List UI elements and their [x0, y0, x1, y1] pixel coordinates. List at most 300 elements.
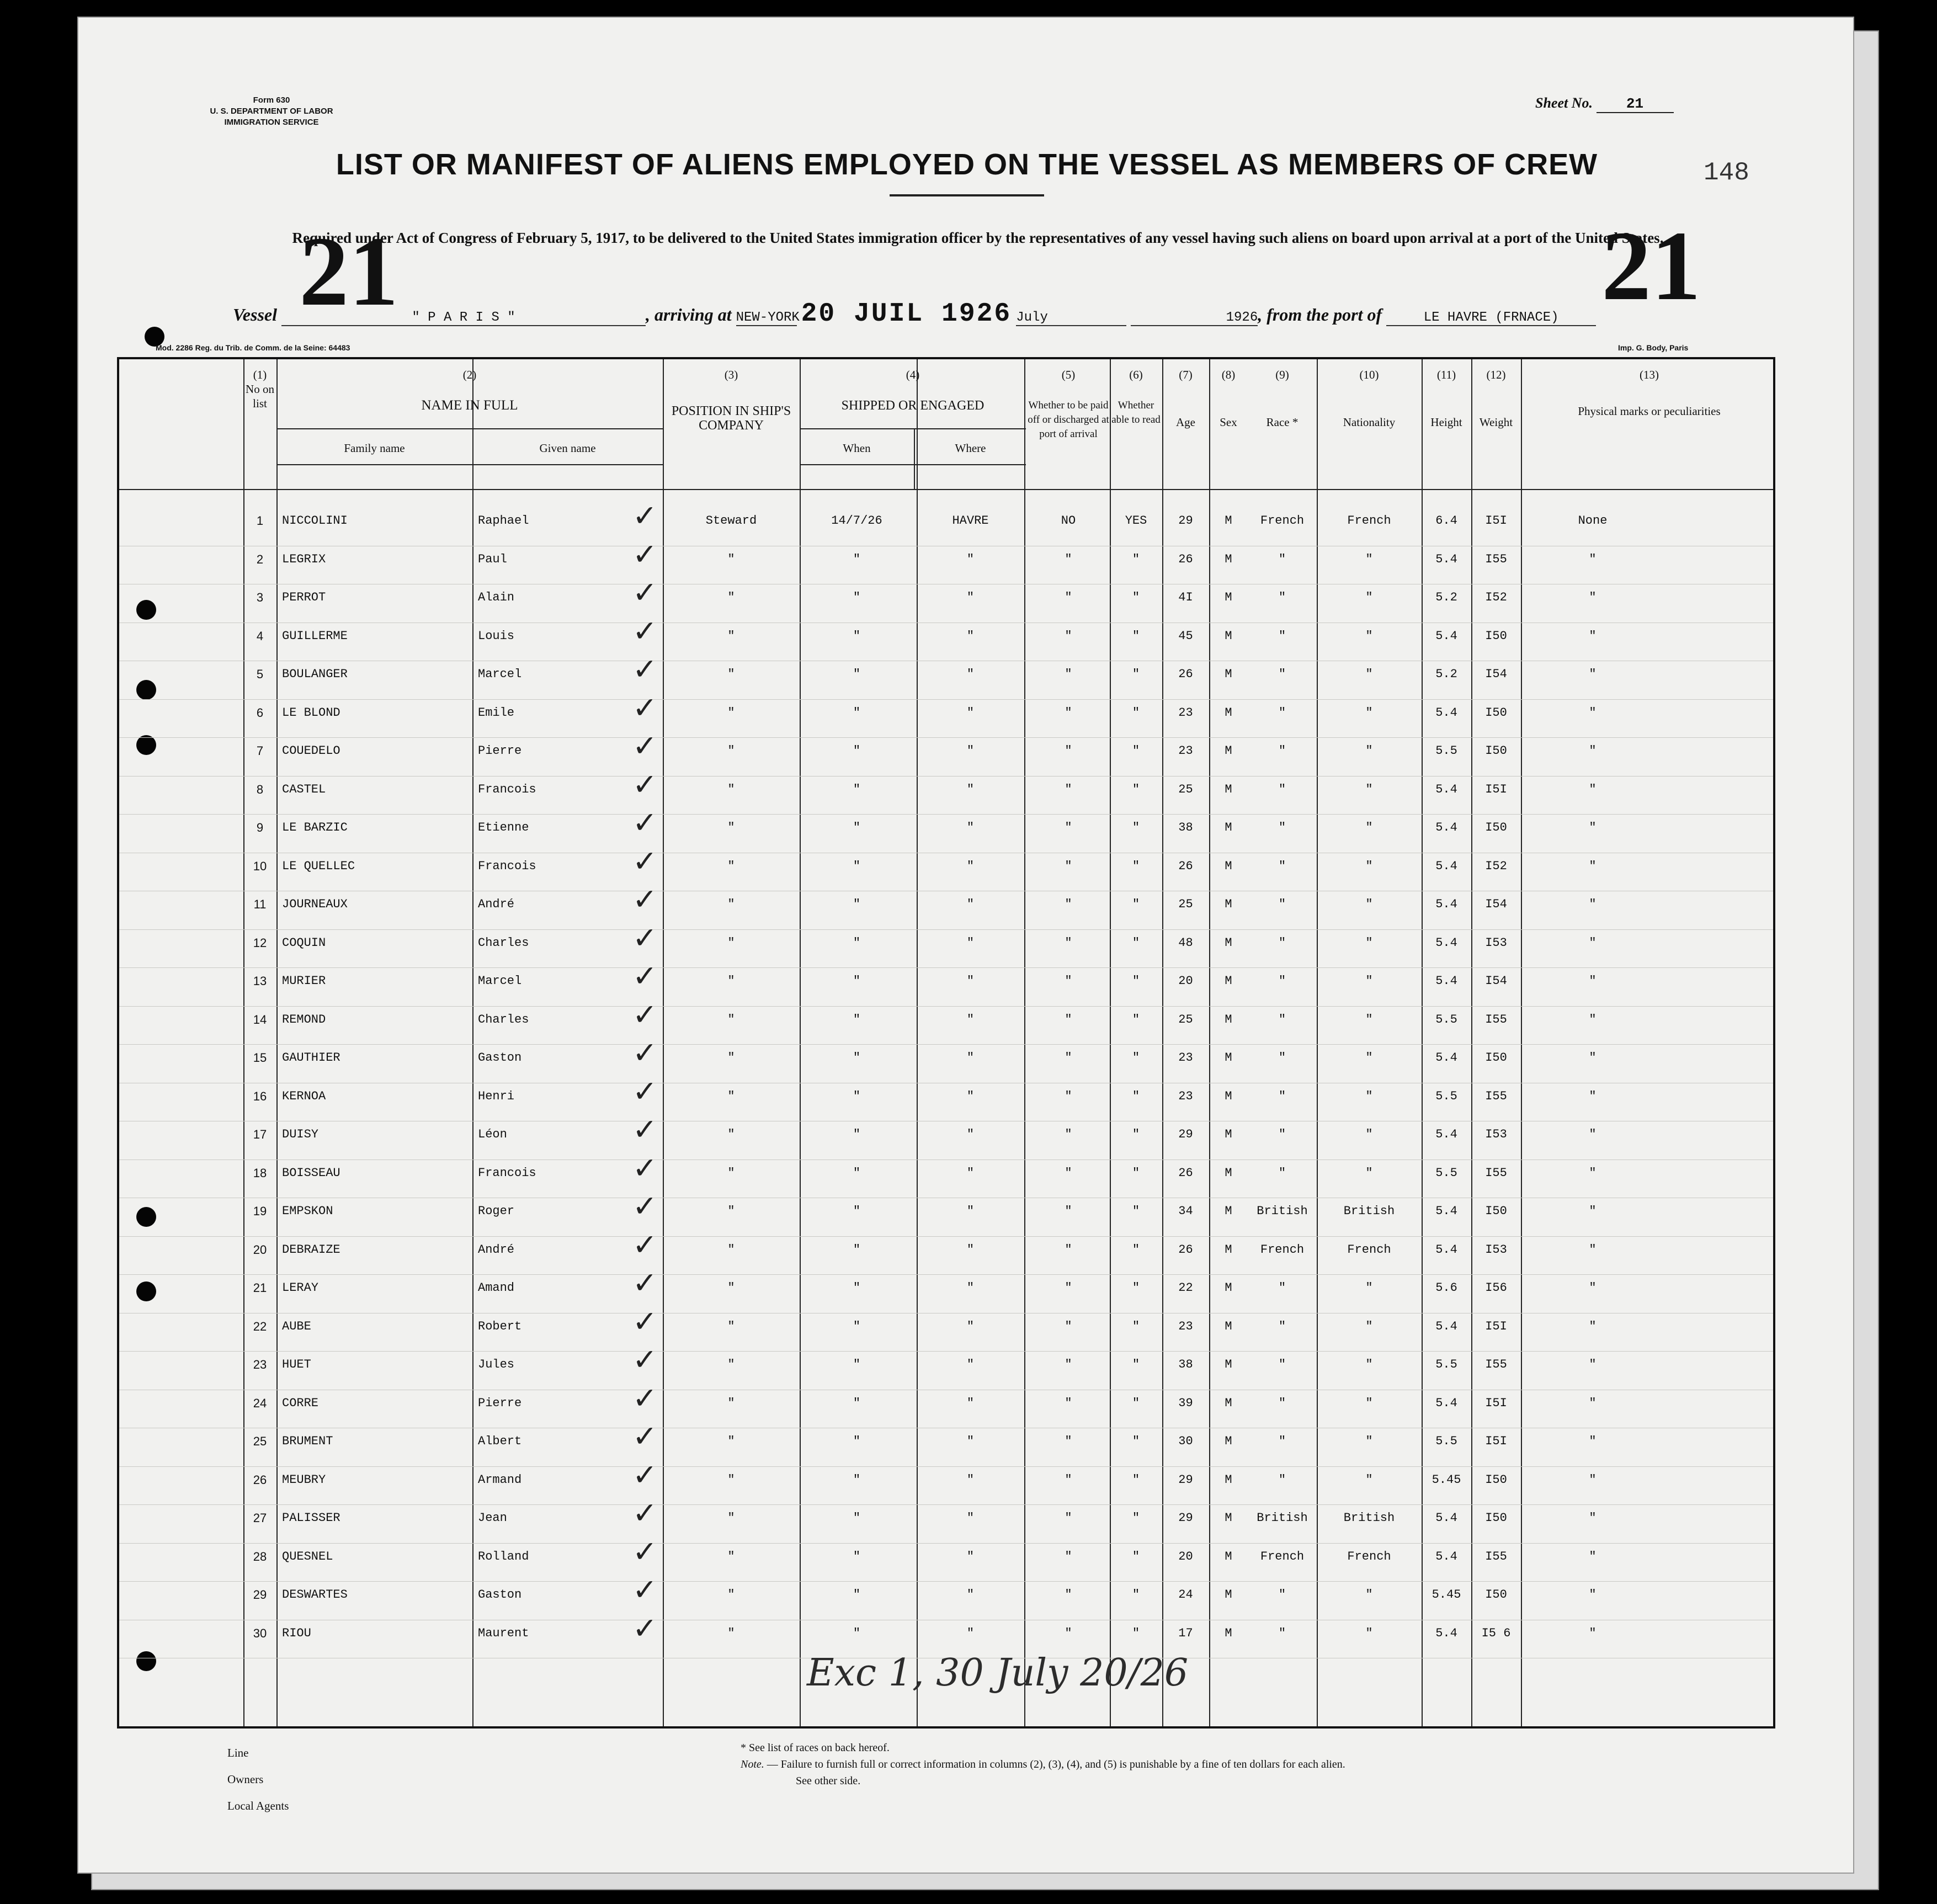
row-number-cell: 16: [253, 1089, 267, 1103]
engaged-when-cell: ": [853, 1319, 861, 1333]
weight-cell: I53: [1485, 1242, 1507, 1257]
row-number-cell: 10: [253, 859, 267, 873]
sex-cell: M: [1225, 1166, 1232, 1180]
row-rule: [119, 1274, 1773, 1275]
row-number-cell: 29: [253, 1588, 267, 1602]
position-cell: ": [727, 1626, 735, 1640]
height-cell: 5.4: [1435, 897, 1457, 911]
race-cell: ": [1278, 897, 1286, 911]
arrival-date-stamp: 20 JUIL 1926: [801, 299, 1012, 329]
engaged-where-cell: ": [966, 705, 975, 720]
engaged-when-cell: ": [853, 859, 861, 873]
position-cell: ": [727, 744, 735, 758]
position-cell: ": [727, 859, 735, 873]
col12-number: (12): [1486, 368, 1506, 381]
paid-off-cell: ": [1065, 1242, 1072, 1257]
physical-marks-cell: ": [1589, 1396, 1597, 1410]
sex-cell: M: [1225, 667, 1232, 681]
race-cell: ": [1278, 629, 1286, 643]
age-cell: 20: [1178, 974, 1193, 988]
family-name-cell: RIOU: [282, 1626, 311, 1640]
age-cell: 25: [1178, 897, 1193, 911]
engaged-where-cell: ": [966, 667, 975, 681]
able-to-read-cell: ": [1132, 552, 1140, 566]
row-number-cell: 8: [256, 782, 264, 796]
row-number-cell: 30: [253, 1626, 267, 1640]
able-to-read-cell: ": [1132, 782, 1140, 796]
row-rule: [119, 967, 1773, 968]
row-number-cell: 11: [253, 897, 267, 911]
weight-cell: I5I: [1485, 1396, 1507, 1410]
weight-cell: I55: [1485, 1358, 1507, 1371]
nationality-cell: ": [1365, 552, 1373, 566]
given-name-cell: Henri: [478, 1089, 515, 1103]
engaged-where-cell: ": [966, 1166, 975, 1180]
position-cell: ": [727, 821, 735, 834]
weight-cell: I53: [1485, 1127, 1507, 1141]
age-cell: 29: [1178, 1472, 1193, 1487]
height-cell: 6.4: [1435, 514, 1457, 528]
height-cell: 5.4: [1435, 1051, 1457, 1065]
paid-off-cell: ": [1065, 1472, 1072, 1487]
family-name-cell: REMOND: [282, 1012, 326, 1027]
height-cell: 5.45: [1432, 1472, 1461, 1487]
engaged-where-cell: ": [966, 897, 975, 911]
col2-family-header: Family name: [344, 442, 405, 455]
col3-header: POSITION IN SHIP'S COMPANY: [671, 404, 791, 433]
nationality-cell: ": [1365, 1626, 1373, 1640]
height-cell: 5.4: [1435, 1204, 1457, 1218]
able-to-read-cell: ": [1132, 1281, 1140, 1295]
table-row: [119, 1035, 1773, 1084]
physical-marks-cell: ": [1589, 1127, 1597, 1141]
position-cell: ": [727, 897, 735, 911]
weight-cell: I50: [1485, 629, 1507, 643]
age-cell: 29: [1178, 514, 1193, 528]
local-agents-label: Local Agents: [227, 1799, 289, 1812]
sex-cell: M: [1225, 1588, 1232, 1602]
position-cell: ": [727, 1472, 735, 1487]
check-mark: ✓: [632, 1534, 658, 1569]
paid-off-cell: ": [1065, 1089, 1072, 1103]
row-rule: [119, 737, 1773, 738]
sex-cell: M: [1225, 629, 1232, 643]
given-name-cell: Etienne: [478, 821, 529, 834]
nationality-cell: ": [1365, 897, 1373, 911]
sex-cell: M: [1225, 1549, 1232, 1563]
weight-cell: I52: [1485, 591, 1507, 604]
model-registration: Mod. 2286 Reg. du Trib. de Comm. de la Seine: 64483: [156, 343, 350, 352]
race-cell: British: [1257, 1511, 1308, 1525]
height-cell: 5.4: [1435, 782, 1457, 796]
engaged-when-cell: ": [853, 744, 861, 758]
race-cell: ": [1278, 1166, 1286, 1180]
nationality-cell: French: [1347, 1242, 1391, 1257]
table-row: [119, 1457, 1773, 1506]
table-row: [119, 843, 1773, 892]
given-name-cell: Pierre: [478, 744, 522, 758]
nationality-cell: ": [1365, 1396, 1373, 1410]
sex-cell: M: [1225, 552, 1232, 566]
check-mark: ✓: [632, 690, 658, 725]
age-cell: 48: [1178, 935, 1193, 950]
physical-marks-cell: ": [1589, 1434, 1597, 1448]
age-cell: 30: [1178, 1434, 1193, 1448]
given-name-cell: Alain: [478, 591, 515, 604]
height-cell: 5.4: [1435, 974, 1457, 988]
family-name-cell: GAUTHIER: [282, 1051, 340, 1065]
sheet-label: Sheet No.: [1535, 95, 1593, 111]
sex-cell: M: [1225, 1434, 1232, 1448]
col6-number: (6): [1129, 368, 1143, 381]
engaged-where-cell: ": [966, 552, 975, 566]
position-cell: ": [727, 1511, 735, 1525]
paid-off-cell: ": [1065, 1281, 1072, 1295]
large-sheet-number-left: 21: [299, 216, 398, 326]
col2-number: (2): [462, 368, 477, 381]
table-row: [119, 1419, 1773, 1467]
row-number-cell: 20: [253, 1242, 267, 1257]
given-name-cell: Gaston: [478, 1051, 522, 1065]
check-mark: ✓: [632, 1073, 658, 1109]
physical-marks-cell: ": [1589, 705, 1597, 720]
physical-marks-cell: ": [1589, 1588, 1597, 1602]
check-mark: ✓: [632, 1150, 658, 1185]
given-name-cell: Albert: [478, 1434, 522, 1448]
position-cell: ": [727, 1051, 735, 1065]
row-number-cell: 21: [253, 1281, 267, 1295]
given-name-cell: André: [478, 1242, 515, 1257]
paid-off-cell: ": [1065, 782, 1072, 796]
race-cell: ": [1278, 1588, 1286, 1602]
weight-cell: I5I: [1485, 514, 1507, 528]
position-cell: ": [727, 1242, 735, 1257]
department-name: U. S. DEPARTMENT OF LABOR: [210, 107, 333, 116]
row-number-cell: 4: [256, 629, 264, 643]
age-cell: 23: [1178, 705, 1193, 720]
footer-notes: [741, 1740, 1345, 1789]
check-mark: ✓: [632, 575, 658, 610]
engaged-when-cell: ": [853, 935, 861, 950]
given-name-cell: Paul: [478, 552, 507, 566]
family-name-cell: JOURNEAUX: [282, 897, 348, 911]
position-cell: ": [727, 1358, 735, 1371]
table-row: [119, 1189, 1773, 1237]
col10-number: (10): [1359, 368, 1379, 381]
table-row: [119, 690, 1773, 739]
given-name-cell: Louis: [478, 629, 515, 643]
weight-cell: I50: [1485, 821, 1507, 834]
row-number-cell: 3: [256, 591, 264, 604]
sex-cell: M: [1225, 1472, 1232, 1487]
engaged-when-cell: ": [853, 1358, 861, 1371]
sex-cell: M: [1225, 1319, 1232, 1333]
given-name-cell: Charles: [478, 935, 529, 950]
see-other-side: See other side.: [796, 1775, 861, 1787]
race-cell: ": [1278, 1434, 1286, 1448]
age-cell: 20: [1178, 1549, 1193, 1563]
age-cell: 23: [1178, 1051, 1193, 1065]
position-cell: ": [727, 1588, 735, 1602]
row-number-cell: 19: [253, 1204, 267, 1218]
able-to-read-cell: ": [1132, 744, 1140, 758]
paid-off-cell: ": [1065, 1434, 1072, 1448]
check-mark: ✓: [632, 613, 658, 648]
table-row: [119, 1227, 1773, 1276]
nationality-cell: ": [1365, 974, 1373, 988]
age-cell: 38: [1178, 1358, 1193, 1371]
age-cell: 29: [1178, 1127, 1193, 1141]
engaged-where-cell: ": [966, 1511, 975, 1525]
table-row: [119, 920, 1773, 969]
engaged-when-cell: ": [853, 1511, 861, 1525]
nationality-cell: French: [1347, 514, 1391, 528]
physical-marks-cell: ": [1589, 552, 1597, 566]
height-cell: 5.5: [1435, 1358, 1457, 1371]
row-number-cell: 2: [256, 552, 264, 566]
able-to-read-cell: ": [1132, 1319, 1140, 1333]
table-row: [119, 1112, 1773, 1161]
race-cell: ": [1278, 821, 1286, 834]
row-rule: [119, 814, 1773, 815]
nationality-cell: ": [1365, 935, 1373, 950]
sex-cell: M: [1225, 1511, 1232, 1525]
age-cell: 25: [1178, 1012, 1193, 1027]
nationality-cell: ": [1365, 1089, 1373, 1103]
position-cell: ": [727, 974, 735, 988]
check-mark: ✓: [632, 843, 658, 879]
engaged-where-cell: ": [966, 1204, 975, 1218]
paid-off-cell: ": [1065, 1204, 1072, 1218]
penalty-note: — Failure to furnish full or correct information in columns (2), (3), (4), and (5) is punishable by a fine of ten dollars for each alien.: [767, 1758, 1345, 1770]
age-cell: 26: [1178, 552, 1193, 566]
row-number-cell: 9: [256, 821, 264, 834]
row-rule: [119, 1466, 1773, 1467]
col7-header: Age: [1176, 416, 1195, 429]
sex-cell: M: [1225, 974, 1232, 988]
row-rule: [119, 1543, 1773, 1544]
sheet-value: 21: [1597, 95, 1674, 113]
engaged-where-cell: ": [966, 1396, 975, 1410]
row-number-cell: 24: [253, 1396, 267, 1410]
position-cell: ": [727, 1089, 735, 1103]
table-row: [119, 575, 1773, 624]
check-mark: ✓: [632, 1189, 658, 1224]
able-to-read-cell: ": [1132, 1242, 1140, 1257]
family-name-cell: COQUIN: [282, 935, 326, 950]
physical-marks-cell: ": [1589, 859, 1597, 873]
row-rule: [119, 1351, 1773, 1352]
family-name-cell: KERNOA: [282, 1089, 326, 1103]
arriving-label: , arriving at: [646, 305, 732, 325]
age-cell: 23: [1178, 1089, 1193, 1103]
col4-number: (4): [906, 368, 920, 381]
family-name-cell: BOULANGER: [282, 667, 348, 681]
nationality-cell: ": [1365, 1127, 1373, 1141]
engaged-where-cell: ": [966, 1472, 975, 1487]
given-name-cell: Emile: [478, 705, 515, 720]
given-name-cell: Maurent: [478, 1626, 529, 1640]
arrival-port: NEW-YORK: [736, 310, 800, 325]
given-name-cell: Marcel: [478, 667, 522, 681]
row-number-cell: 5: [256, 667, 264, 681]
table-row: [119, 1265, 1773, 1314]
row-number-cell: 23: [253, 1358, 267, 1371]
weight-cell: I50: [1485, 1511, 1507, 1525]
legal-requirement-text: Required under Act of Congress of February 5, 1917, to be delivered to the United States immigration officer by the representatives of any vessel having such aliens on board upon arrival at a port of the United States.: [292, 230, 1664, 246]
nationality-cell: ": [1365, 782, 1373, 796]
footer-fields: [227, 1740, 289, 1819]
col4-header: SHIPPED OR ENGAGED: [841, 398, 985, 413]
given-name-cell: Francois: [478, 859, 536, 873]
given-name-cell: Francois: [478, 782, 536, 796]
age-cell: 26: [1178, 1166, 1193, 1180]
engaged-when-cell: ": [853, 629, 861, 643]
age-cell: 23: [1178, 1319, 1193, 1333]
position-cell: ": [727, 591, 735, 604]
col10-header: Nationality: [1343, 416, 1396, 429]
table-row: [119, 882, 1773, 930]
given-name-cell: Marcel: [478, 974, 522, 988]
engaged-where-cell: ": [966, 1434, 975, 1448]
engaged-where-cell: ": [966, 1089, 975, 1103]
age-cell: 24: [1178, 1588, 1193, 1602]
nationality-cell: ": [1365, 744, 1373, 758]
row-rule: [119, 1006, 1773, 1007]
able-to-read-cell: ": [1132, 1626, 1140, 1640]
row-number-cell: 15: [253, 1051, 267, 1065]
check-mark: ✓: [632, 1342, 658, 1377]
race-cell: ": [1278, 1012, 1286, 1027]
position-cell: ": [727, 1396, 735, 1410]
col2-given-header: Given name: [539, 442, 596, 455]
table-row: [119, 498, 1773, 547]
weight-cell: I53: [1485, 935, 1507, 950]
family-name-cell: DESWARTES: [282, 1588, 348, 1602]
row-number-cell: 7: [256, 744, 264, 758]
height-cell: 5.5: [1435, 1166, 1457, 1180]
table-row: [119, 536, 1773, 586]
form-identifier: [189, 95, 354, 128]
row-number-cell: 6: [256, 705, 264, 720]
sex-cell: M: [1225, 1012, 1232, 1027]
paid-off-cell: ": [1065, 974, 1072, 988]
check-mark: ✓: [632, 1457, 658, 1492]
col12-header: Weight: [1479, 416, 1513, 429]
form-number: Form 630: [253, 95, 290, 105]
race-cell: ": [1278, 552, 1286, 566]
engaged-where-cell: ": [966, 1319, 975, 1333]
nationality-cell: ": [1365, 821, 1373, 834]
physical-marks-cell: ": [1589, 1281, 1597, 1295]
able-to-read-cell: ": [1132, 974, 1140, 988]
engaged-when-cell: ": [853, 1626, 861, 1640]
height-cell: 5.4: [1435, 1626, 1457, 1640]
able-to-read-cell: ": [1132, 1549, 1140, 1563]
table-row: [119, 1572, 1773, 1621]
table-row: [119, 652, 1773, 700]
table-row: [119, 1380, 1773, 1429]
table-row: [119, 1304, 1773, 1353]
table-row: [119, 959, 1773, 1007]
engaged-where-cell: ": [966, 821, 975, 834]
position-cell: ": [727, 1127, 735, 1141]
engaged-when-cell: ": [853, 782, 861, 796]
check-mark: ✓: [632, 959, 658, 993]
family-name-cell: LE BLOND: [282, 705, 340, 720]
race-cell: French: [1260, 1242, 1305, 1257]
able-to-read-cell: ": [1132, 897, 1140, 911]
paid-off-cell: ": [1065, 1127, 1072, 1141]
table-row: [119, 1496, 1773, 1544]
physical-marks-cell: ": [1589, 1089, 1597, 1103]
sex-cell: M: [1225, 1396, 1232, 1410]
height-cell: 5.5: [1435, 1012, 1457, 1027]
row-number-cell: 1: [256, 514, 264, 528]
able-to-read-cell: ": [1132, 1166, 1140, 1180]
nationality-cell: ": [1365, 1434, 1373, 1448]
given-name-cell: Jean: [478, 1511, 507, 1525]
family-name-cell: MURIER: [282, 974, 326, 988]
physical-marks-cell: ": [1589, 1472, 1597, 1487]
position-cell: ": [727, 1549, 735, 1563]
height-cell: 5.4: [1435, 935, 1457, 950]
position-cell: ": [727, 782, 735, 796]
able-to-read-cell: ": [1132, 705, 1140, 720]
age-cell: 26: [1178, 1242, 1193, 1257]
table-row: [119, 1342, 1773, 1391]
vessel-label: Vessel: [233, 305, 277, 325]
able-to-read-cell: ": [1132, 1127, 1140, 1141]
row-rule: [119, 929, 1773, 930]
check-mark: ✓: [632, 997, 658, 1032]
engaged-where-cell: ": [966, 744, 975, 758]
engaged-when-cell: ": [853, 1051, 861, 1065]
col9-header: Race *: [1266, 416, 1299, 429]
table-row: [119, 1073, 1773, 1123]
paid-off-cell: ": [1065, 552, 1072, 566]
given-name-cell: Gaston: [478, 1588, 522, 1602]
height-cell: 5.4: [1435, 705, 1457, 720]
given-name-cell: Amand: [478, 1281, 515, 1295]
able-to-read-cell: ": [1132, 1089, 1140, 1103]
age-cell: 34: [1178, 1204, 1193, 1218]
height-cell: 5.4: [1435, 821, 1457, 834]
engaged-where-cell: ": [966, 782, 975, 796]
nationality-cell: ": [1365, 1166, 1373, 1180]
able-to-read-cell: ": [1132, 1588, 1140, 1602]
height-cell: 5.4: [1435, 552, 1457, 566]
position-cell: ": [727, 1319, 735, 1333]
family-name-cell: CORRE: [282, 1396, 319, 1410]
engaged-when-cell: ": [853, 705, 861, 720]
check-mark: ✓: [632, 1304, 658, 1339]
race-cell: ": [1278, 782, 1286, 796]
nationality-cell: ": [1365, 591, 1373, 604]
nationality-cell: ": [1365, 705, 1373, 720]
given-name-cell: Pierre: [478, 1396, 522, 1410]
height-cell: 5.2: [1435, 667, 1457, 681]
position-cell: ": [727, 935, 735, 950]
engaged-when-cell: ": [853, 897, 861, 911]
engaged-when-cell: ": [853, 1166, 861, 1180]
able-to-read-cell: ": [1132, 1358, 1140, 1371]
nationality-cell: British: [1343, 1511, 1395, 1525]
able-to-read-cell: ": [1132, 667, 1140, 681]
physical-marks-cell: ": [1589, 667, 1597, 681]
race-cell: ": [1278, 1358, 1286, 1371]
from-label: , from the port of: [1258, 305, 1382, 325]
